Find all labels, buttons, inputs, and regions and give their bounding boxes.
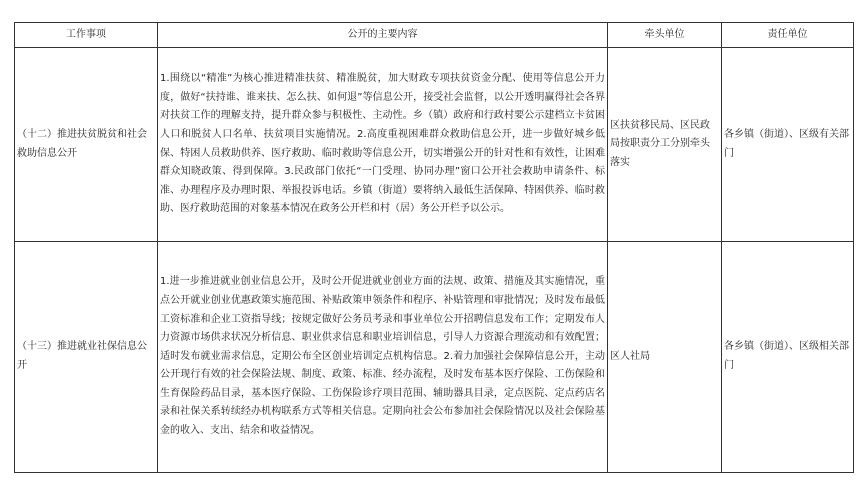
table-row	[15, 48, 854, 242]
row-responsible-unit: 各乡镇（街道）、区级相关部门	[722, 242, 854, 473]
row-item: （十三）推进就业社保信息公开	[15, 242, 158, 473]
row-responsible-unit: 各乡镇（街道）、区级有关部门	[722, 48, 854, 242]
table-row	[15, 242, 854, 473]
header-responsible-unit: 责任单位	[722, 23, 854, 48]
row-content	[158, 242, 608, 473]
row-content-text: 1.围绕以“精准”为核心推进精准扶贫、精准脱贫，加大财政专项扶贫资金分配、使用等信息公开力度，做好“扶持谁、谁来扶、怎么扶、如何退”等信息公开，接受社会监督，以公开透明赢得社会各界对扶贫工作的理解支持，提升群众参与积极性、主动性。乡（镇）政府和行政村要公示建档立卡贫困人口和脱贫人口名单、扶贫项目实施情况。2.高度重视困难群众救助信息公开，进一步做好城乡低保、特困人员救助供养、医疗救助、临时救助等信息公开，切实增强公开的针对性和有效性，让困难群众知晓政策、得到保障。3.民政部门依托“一门受理、协同办理”窗口公开社会救助申请条件、标准、办理程序及办理时限、举报投诉电话。乡镇（街道）要将纳入最低生活保障、特困供养、临时救助、医疗救助范围的对象基本情况在政务公开栏和村（居）务公开栏予以公示。	[160, 73, 605, 215]
row-lead-unit: 区人社局	[608, 242, 722, 473]
header-item: 工作事项	[15, 23, 158, 48]
row-item: （十二）推进扶贫脱贫和社会救助信息公开	[15, 48, 158, 242]
disclosure-table	[14, 22, 854, 473]
row-content	[158, 48, 608, 242]
row-lead-unit: 区扶贫移民局、区民政局按职责分工分别牵头落实	[608, 48, 722, 242]
header-lead-unit: 牵头单位	[608, 23, 722, 48]
header-row	[15, 23, 854, 48]
row-content-text: 1.进一步推进就业创业信息公开，及时公开促进就业创业方面的法规、政策、措施及其实施情况，重点公开就业创业优惠政策实施范围、补贴政策申领条件和程序、补贴管理和审批情况；及时发布最低工资标准和企业工资指导线；按规定做好公务员考录和事业单位公开招聘信息发布工作；定期发布人力资源市场供求状况分析信息、职业供求信息和职业培训信息，引导人力资源合理流动和有效配置；适时发布就业需求信息，定期公布全区创业培训定点机构信息。2.着力加强社会保障信息公开，主动公开现行有效的社会保险法规、制度、政策、标准、经办流程，及时发布基本医疗保险、工伤保险和生育保险药品目录，基本医疗保险、工伤保险诊疗项目范围、辅助器具目录，定点医院、定点药店名录和社保关系转续经办机构联系方式等相关信息。定期向社会公布参加社会保险情况以及社会保险基金的收入、支出、结余和收益情况。	[160, 276, 605, 437]
header-content: 公开的主要内容	[158, 23, 608, 48]
